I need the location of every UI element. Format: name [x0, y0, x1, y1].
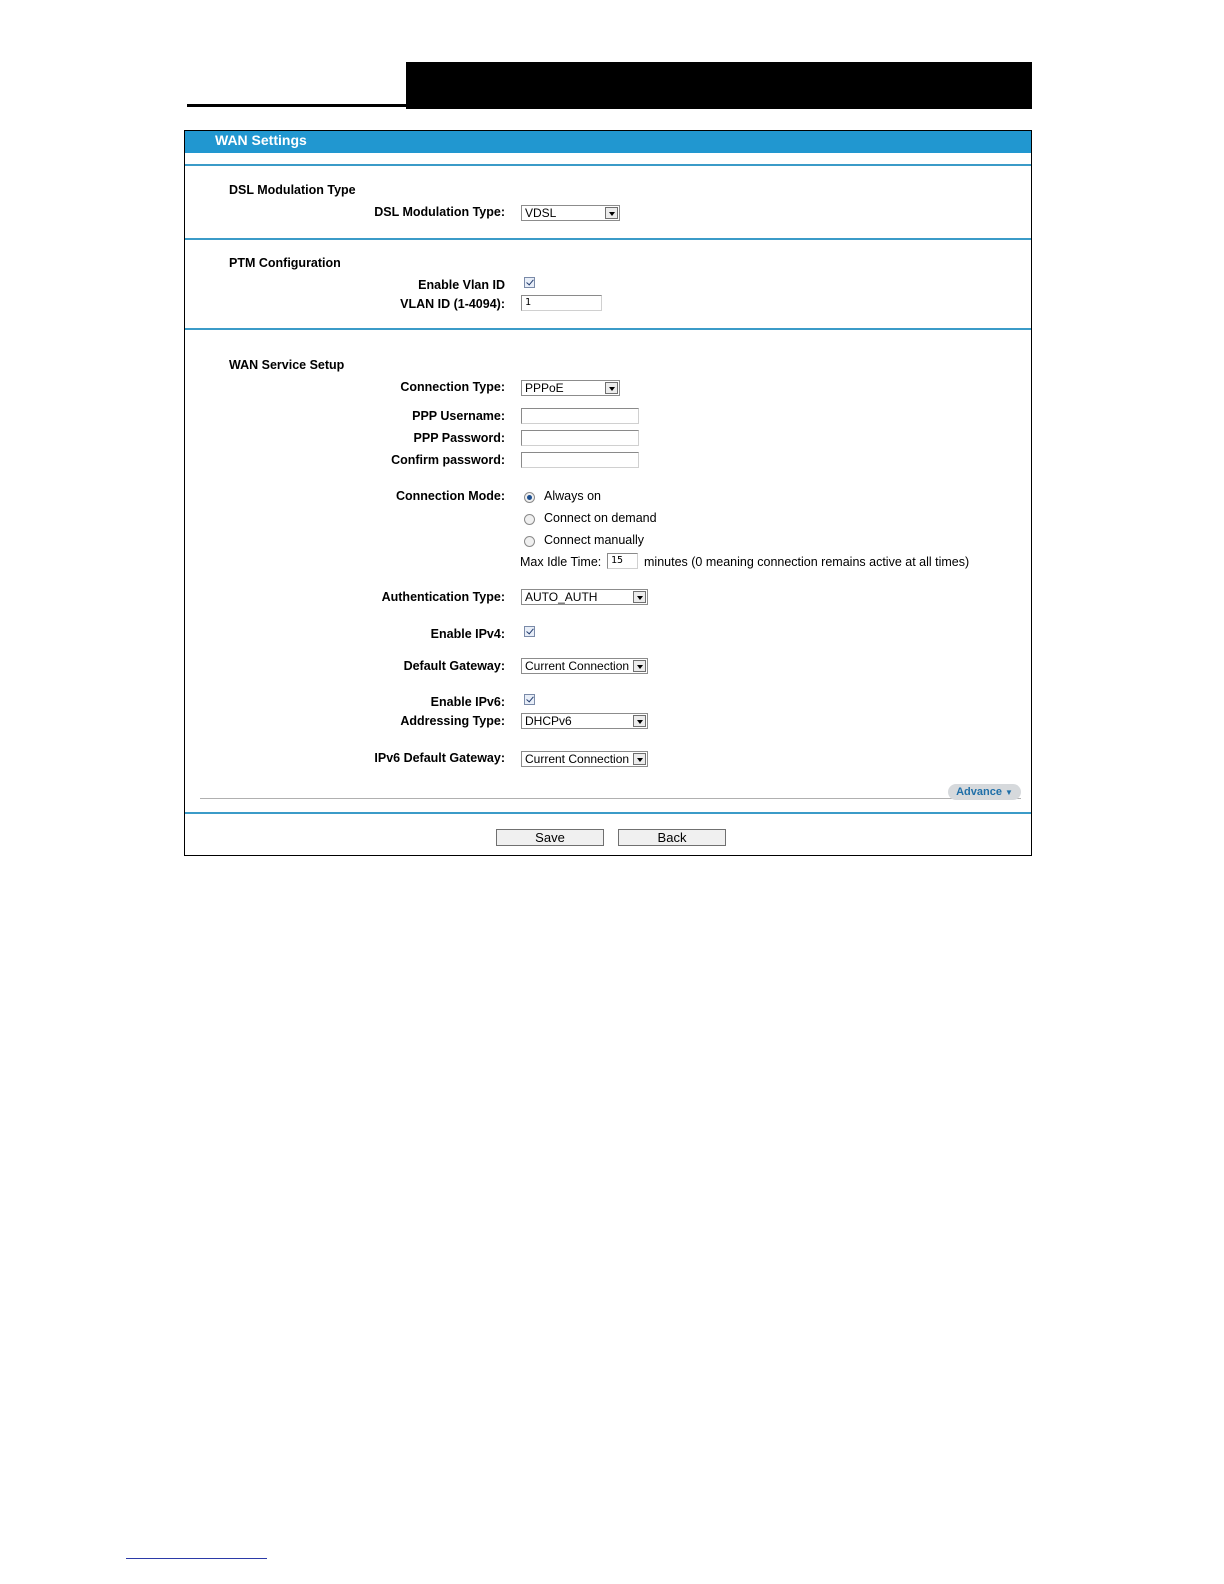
- ppp-password-input[interactable]: [521, 430, 639, 446]
- default-gateway-label: Default Gateway:: [403, 659, 505, 673]
- vlan-id-value: 1: [525, 297, 532, 308]
- vlan-id-input[interactable]: [521, 295, 602, 311]
- auth-type-label: Authentication Type:: [381, 590, 505, 604]
- advance-divider: [200, 798, 1021, 799]
- connection-type-label: Connection Type:: [400, 380, 505, 394]
- connect-on-demand-label: Connect on demand: [544, 511, 657, 525]
- vlan-id-label: VLAN ID (1-4094):: [400, 297, 505, 311]
- connection-type-value: PPPoE: [525, 381, 564, 395]
- radio-connect-manually[interactable]: [524, 536, 535, 547]
- connection-type-select[interactable]: [521, 380, 620, 396]
- wan-settings-panel: [184, 130, 1032, 856]
- confirm-password-label: Confirm password:: [391, 453, 505, 467]
- radio-always-on[interactable]: [524, 492, 535, 503]
- advance-button[interactable]: [948, 784, 1021, 800]
- addressing-type-label: Addressing Type:: [400, 714, 505, 728]
- default-gateway-select[interactable]: [521, 658, 648, 674]
- addressing-type-value: DHCPv6: [525, 714, 572, 728]
- dsl-modulation-select[interactable]: [521, 205, 620, 221]
- auth-type-select[interactable]: [521, 589, 648, 605]
- max-idle-value: 15: [611, 555, 624, 566]
- panel-title: WAN Settings: [215, 132, 307, 148]
- chevron-down-icon[interactable]: [633, 660, 646, 672]
- default-gateway-value: Current Connection: [525, 659, 630, 673]
- ipv6-gateway-label: IPv6 Default Gateway:: [374, 751, 505, 765]
- auth-type-value: AUTO_AUTH: [525, 590, 598, 604]
- ppp-username-label: PPP Username:: [412, 409, 505, 423]
- ptm-section-title: PTM Configuration: [229, 256, 341, 270]
- max-idle-input[interactable]: [607, 553, 638, 569]
- divider: [185, 812, 1031, 814]
- footer-link: [126, 1558, 267, 1559]
- addressing-type-select[interactable]: [521, 713, 648, 729]
- header-underline: [187, 104, 407, 107]
- enable-ipv4-checkbox[interactable]: [524, 626, 535, 637]
- chevron-down-icon[interactable]: [633, 715, 646, 727]
- chevron-down-icon[interactable]: [605, 382, 618, 394]
- dsl-section-title: DSL Modulation Type: [229, 183, 356, 197]
- dsl-modulation-value: VDSL: [525, 206, 557, 220]
- chevron-down-icon[interactable]: [605, 207, 618, 219]
- ipv6-gateway-select[interactable]: [521, 751, 648, 767]
- wan-section-title: WAN Service Setup: [229, 358, 345, 372]
- advance-label: Advance: [956, 786, 1002, 798]
- confirm-password-input[interactable]: [521, 452, 639, 468]
- always-on-label: Always on: [544, 489, 601, 503]
- save-button[interactable]: Save: [496, 829, 604, 846]
- max-idle-suffix: minutes (0 meaning connection remains active at all times): [644, 555, 970, 569]
- panel-titlebar: [185, 131, 1031, 153]
- ppp-username-input[interactable]: [521, 408, 639, 424]
- enable-vlan-checkbox[interactable]: [524, 277, 535, 288]
- dsl-modulation-label: DSL Modulation Type:: [374, 205, 505, 219]
- enable-ipv6-label: Enable IPv6:: [430, 695, 505, 709]
- caret-down-icon: ▼: [1005, 788, 1013, 797]
- header-bar: [406, 62, 1032, 109]
- enable-vlan-label: Enable Vlan ID: [418, 278, 505, 292]
- chevron-down-icon[interactable]: [633, 591, 646, 603]
- enable-ipv6-checkbox[interactable]: [524, 694, 535, 705]
- ipv6-gateway-value: Current Connection: [525, 752, 630, 766]
- divider: [185, 238, 1031, 240]
- back-button[interactable]: Back: [618, 829, 726, 846]
- radio-connect-on-demand[interactable]: [524, 514, 535, 525]
- connect-manually-label: Connect manually: [544, 533, 645, 547]
- connection-mode-label: Connection Mode:: [395, 489, 505, 503]
- enable-ipv4-label: Enable IPv4:: [430, 627, 505, 641]
- max-idle-label: Max Idle Time:: [520, 555, 602, 569]
- chevron-down-icon[interactable]: [633, 753, 646, 765]
- ppp-password-label: PPP Password:: [413, 431, 505, 445]
- divider: [185, 328, 1031, 330]
- divider: [185, 164, 1031, 166]
